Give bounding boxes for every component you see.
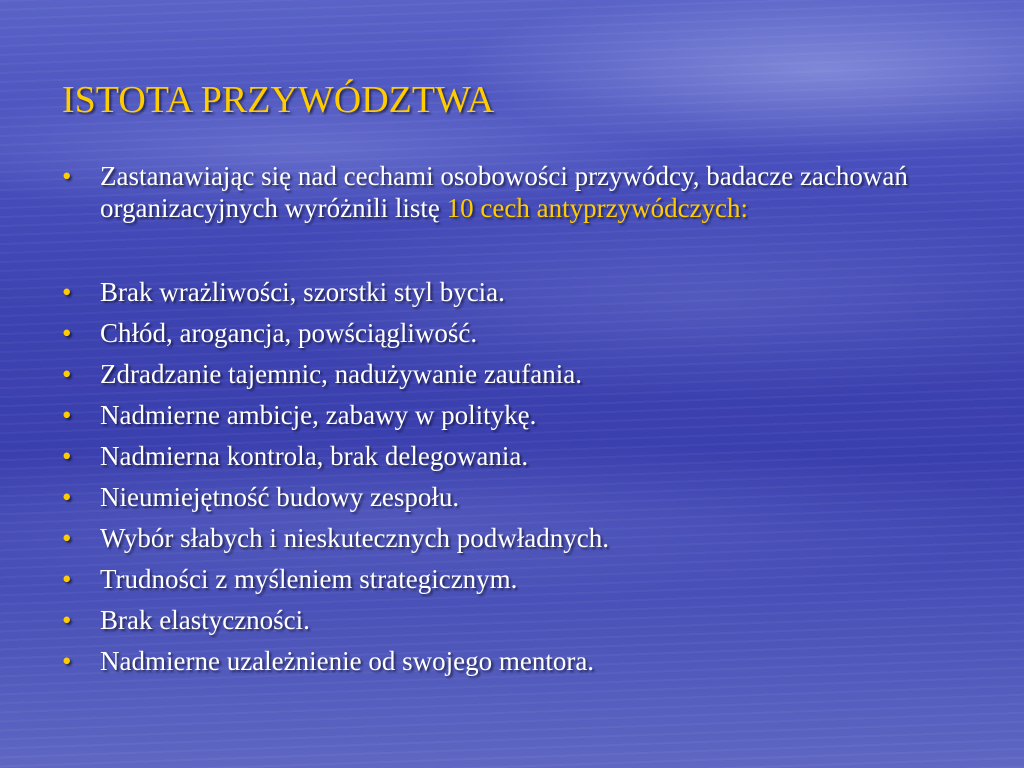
intro-bullet <box>62 160 962 224</box>
list-item-text: Nieumiejętność budowy zespołu. <box>100 482 460 512</box>
bullet-icon: • <box>62 161 72 191</box>
list-item-text: Nadmierna kontrola, brak delegowania. <box>100 441 529 471</box>
slide-title: ISTOTA PRZYWÓDZTWA <box>62 79 495 121</box>
list-item-text: Nadmierne ambicje, zabawy w politykę. <box>100 400 537 430</box>
bullet-icon: • <box>62 318 72 348</box>
bullet-icon: • <box>62 605 72 635</box>
list-item <box>62 563 962 595</box>
bullet-icon: • <box>62 482 72 512</box>
list-item <box>62 645 962 677</box>
bullet-icon: • <box>62 523 72 553</box>
bullet-icon: • <box>62 277 72 307</box>
intro-highlight: 10 cech antyprzywódczych: <box>446 193 749 223</box>
list-item <box>62 481 962 513</box>
bullet-list <box>62 160 962 686</box>
list-item <box>62 522 962 554</box>
list-item-text: Brak wrażliwości, szorstki styl bycia. <box>100 277 505 307</box>
list-item-text: Zdradzanie tajemnic, nadużywanie zaufania. <box>100 359 582 389</box>
list-item <box>62 276 962 308</box>
list-item-text: Nadmierne uzależnienie od swojego mentora. <box>100 646 595 676</box>
bullet-icon: • <box>62 564 72 594</box>
list-item <box>62 604 962 636</box>
list-item <box>62 399 962 431</box>
bullet-icon: • <box>62 646 72 676</box>
bullet-icon: • <box>62 441 72 471</box>
bullet-icon: • <box>62 400 72 430</box>
list-item-text: Chłód, arogancja, powściągliwość. <box>100 318 478 348</box>
list-item <box>62 317 962 349</box>
bullet-icon: • <box>62 359 72 389</box>
list-item-text: Brak elastyczności. <box>100 605 310 635</box>
list-item <box>62 440 962 472</box>
intro-text: Zastanawiając się nad cechami osobowości przywódcy, badacze zachowań organizacyjnych wyróżnili listę <box>100 161 908 223</box>
list-item <box>62 358 962 390</box>
list-item-text: Trudności z myśleniem strategicznym. <box>100 564 518 594</box>
list-item-text: Wybór słabych i nieskutecznych podwładnych. <box>100 523 609 553</box>
